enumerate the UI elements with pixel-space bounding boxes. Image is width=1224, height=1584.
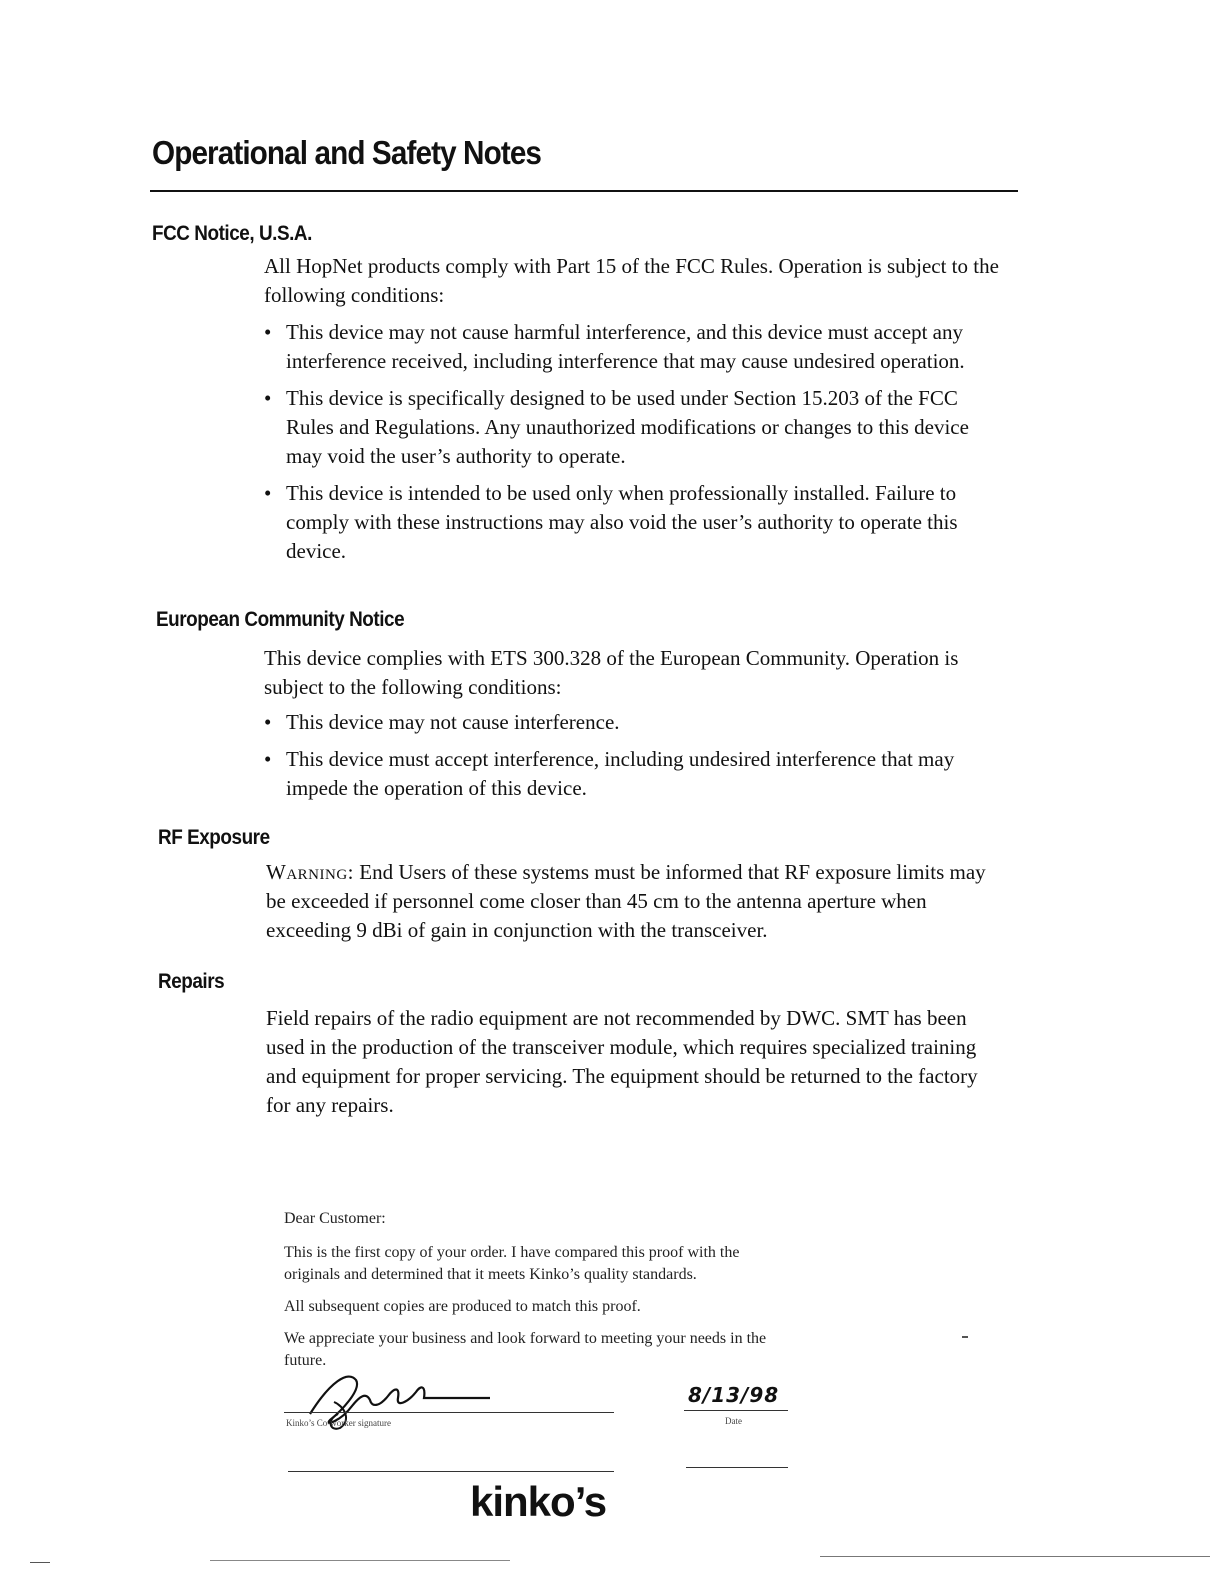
european-bullet-list [264,708,1014,803]
warning-label: Warning: [266,860,354,884]
proof-stamp [284,1208,794,1372]
fcc-heading: FCC Notice, U.S.A. [152,222,312,245]
rf-warning [266,858,996,945]
stamp-line-3: We appreciate your business and look forward to meeting your needs in the future. [284,1330,767,1369]
list-item [264,384,1004,471]
page-title: Operational and Safety Notes [152,134,542,171]
scan-speck [30,1562,50,1563]
kinkos-logo: kinko’s [470,1478,607,1525]
fcc-section [264,252,1004,574]
bullet-text: This device is intended to be used only when professionally installed. Failure to comply with these instructions may also void the user’s authority to operate this device. [286,481,958,563]
footer-rule-right [686,1467,788,1468]
bullet-text: This device may not cause harmful interference, and this device must accept any interference received, including interference that may cause undesired operation. [286,320,965,373]
fcc-bullet-list [264,318,1004,566]
date-line [684,1410,788,1411]
bullet-icon: • [264,386,272,410]
scan-speck [820,1556,1210,1557]
repairs-text: Field repairs of the radio equipment are not recommended by DWC. SMT has been used in the production of the transceiver module, which requires specialized training and equipment for proper servicing. The equipment should be returned to the factory for any repairs. [266,1006,978,1117]
scan-speck [962,1336,968,1338]
title-divider [150,190,1018,192]
signature-line [284,1412,614,1413]
bullet-icon: • [264,320,272,344]
list-item [264,745,1014,803]
footer-rule-left [288,1471,614,1472]
european-section [264,644,1014,811]
stamp-line-2: All subsequent copies are produced to match this proof. [284,1298,641,1315]
stamp-greeting: Dear Customer: [284,1210,386,1227]
list-item [264,708,1014,737]
date-value: 8/13/98 [688,1383,780,1407]
list-item [264,479,1004,566]
bullet-icon: • [264,481,272,505]
stamp-line-1: This is the first copy of your order. I have compared this proof with the originals and determined that it meets Kinko’s quality standards. [284,1244,740,1283]
list-item [264,318,1004,376]
fcc-intro: All HopNet products comply with Part 15 of the FCC Rules. Operation is subject to the following conditions: [264,254,999,307]
date-label: Date [725,1416,742,1426]
signature-label: Kinko’s Co-worker signature [286,1418,391,1428]
bullet-text: This device may not cause interference. [286,710,620,734]
european-heading: European Community Notice [156,608,405,631]
bullet-text: This device is specifically designed to be used under Section 15.203 of the FCC Rules and Regulations. Any unauthorized modifications or changes to this device may void the user’s authority to operate. [286,386,969,468]
bullet-text: This device must accept interference, including undesired interference that may impede the operation of this device. [286,747,955,800]
bullet-icon: • [264,710,272,734]
scan-speck [210,1560,510,1561]
warning-text: End Users of these systems must be informed that RF exposure limits may be exceeded if personnel come closer than 45 cm to the antenna aperture when exceeding 9 dBi of gain in conjunction with the transceiver. [266,860,986,942]
bullet-icon: • [264,747,272,771]
european-intro: This device complies with ETS 300.328 of the European Community. Operation is subject to the following conditions: [264,646,959,699]
rf-heading: RF Exposure [158,826,270,849]
repairs-heading: Repairs [158,970,225,993]
